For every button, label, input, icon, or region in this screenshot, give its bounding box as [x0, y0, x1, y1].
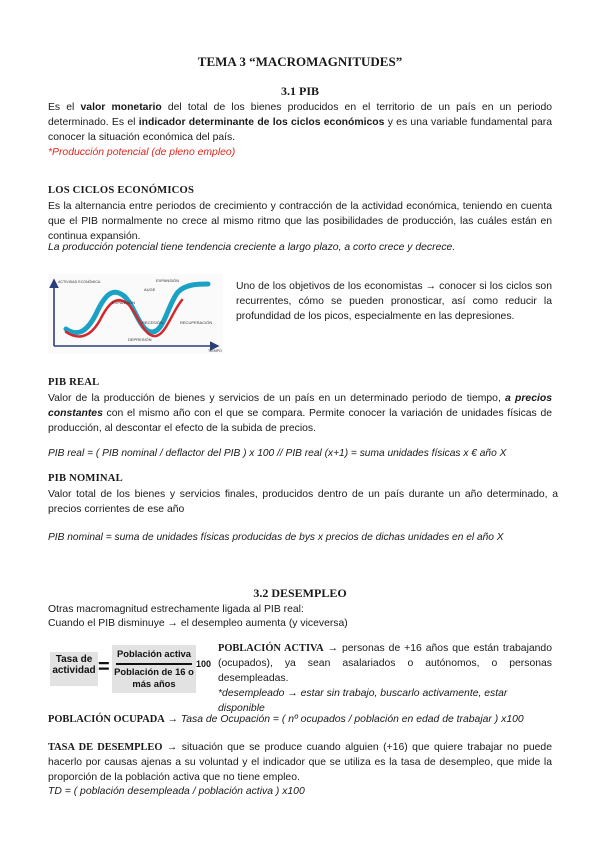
section-heading-ciclos: LOS CICLOS ECONÓMICOS [48, 185, 195, 196]
label-expansion-1: EXPANSIÓN [112, 300, 136, 305]
formula-equals: = [98, 656, 110, 678]
pib-real-formula: PIB real = ( PIB nominal / deflactor del PIB ) x 100 // PIB real (x+1) = suma unidades físicas x € año X [48, 448, 507, 459]
tasa-desempleo-formula: TD = ( población desempleada / población activa ) x100 [48, 786, 305, 797]
label-depresion: DEPRESIÓN [128, 337, 152, 342]
poblacion-activa-paragraph [218, 641, 552, 686]
tasa-actividad-formula [48, 643, 212, 695]
formula-denominator: Población de 16 o más años [114, 666, 194, 689]
pib-real-text-1: Valor de la producción de bienes y servicios de un país en un determinado periodo de tiempo, [48, 393, 506, 404]
tasa-desempleo-heading: TASA DE DESEMPLEO [48, 742, 163, 753]
pib-bold-valor-monetario: valor monetario [80, 102, 162, 113]
poblacion-ocupada-line [48, 712, 568, 727]
pib-real-bold-precios: a precios constantes [48, 393, 552, 419]
ciclos-paragraph: Es la alternancia entre periodos de crecimiento y contracción de la actividad económica, teniendo en cuenta que el PIB normalmente no crece al mismo ritmo que las posibilidades de producción, las cuáles están en continua expansión. [48, 201, 552, 242]
formula-fraction-line [116, 663, 192, 665]
pib-real-paragraph [48, 391, 552, 436]
document-title: TEMA 3 “MACROMAGNITUDES” [197, 54, 403, 69]
pib-note: *Producción potencial (de pleno empleo) [48, 147, 236, 158]
section-heading-desempleo: 3.2 DESEMPLEO [253, 586, 347, 600]
section-heading-pib-nominal: PIB NOMINAL [48, 473, 123, 484]
formula-multiplier: 100 [196, 659, 212, 669]
label-recesion: RECESIÓN [142, 320, 163, 325]
formula-left-label: Tasa de actividad [52, 654, 96, 676]
business-cycle-figure [48, 274, 223, 354]
pib-nominal-formula: PIB nominal = suma de unidades físicas producidas de bys x precios de dichas unidades en el año X [48, 532, 504, 543]
pib-paragraph [48, 100, 552, 145]
desempleo-line-1: Otras macromagnitud estrechamente ligada al PIB real: [48, 604, 304, 615]
tasa-desempleo-text: → situación que se produce cuando alguien (+16) que quiere trabajar no puede hacerlo por causas ajenas a su voluntad y el indicador que se utiliza es la tasa de desempleo, que mide la proporción de la población activa que no tiene empleo. [48, 742, 552, 783]
poblacion-ocupada-text: → Tasa de Ocupación = ( nº ocupados / población en edad de trabajar ) x100 [164, 714, 524, 725]
section-heading-pib: 3.1 PIB [280, 84, 319, 98]
ciclos-side-text: Uno de los objetivos de los economistas → conocer si los ciclos son recurrentes, cómo se pueden pronosticar, así como reducir la profundidad de los picos, especialmente en las depresiones. [236, 281, 552, 322]
poblacion-activa-text: → personas de +16 años que están trabajando (ocupados), ya sean asalariados o autónomos, o personas desempleadas. [218, 643, 552, 684]
label-auge: AUGE [144, 287, 156, 292]
pib-text-1: Es el [48, 102, 81, 113]
x-axis-label: TIEMPO [208, 349, 222, 353]
pib-real-text-2: con el mismo año con el que se compara. Permite conocer la variación de unidades físicas de producción, al descontar el efecto de la subida de precios. [48, 408, 552, 434]
pib-bold-indicador: indicador determinante de los ciclos económicos [138, 117, 385, 128]
pib-text-3: y es una variable fundamental para conocer la situación económica del país. [48, 117, 553, 143]
pib-text-2: del total de los bienes producidos en el territorio de un país en un periodo determinado. Es el [48, 102, 552, 128]
poblacion-ocupada-heading: POBLACIÓN OCUPADA [48, 714, 165, 725]
label-recuperacion: RECUPERACIÓN [180, 320, 213, 325]
label-expansion-2: EXPANSIÓN [156, 278, 180, 283]
y-axis-label: ACTIVIDAD ECONÓMICA [58, 280, 101, 284]
formula-numerator: Población activa [117, 648, 191, 659]
ciclos-italic: La producción potencial tiene tendencia creciente a largo plazo, a corto crece y decrece. [48, 242, 456, 253]
desempleado-note: *desempleado → estar sin trabajo, buscarlo activamente, estar disponible [218, 688, 508, 714]
tasa-desempleo-paragraph [48, 740, 552, 785]
cycle-curve-main [66, 284, 208, 333]
pib-nominal-paragraph: Valor total de los bienes y servicios finales, producidos dentro de un país durante un año determinado, a precios corrientes de ese año [48, 489, 558, 515]
desempleo-line-2: Cuando el PIB disminuye → el desempleo aumenta (y viceversa) [48, 618, 348, 629]
business-cycle-chart [48, 274, 223, 354]
section-heading-pib-real: PIB REAL [48, 377, 100, 388]
poblacion-activa-heading: POBLACIÓN ACTIVA [218, 643, 324, 654]
